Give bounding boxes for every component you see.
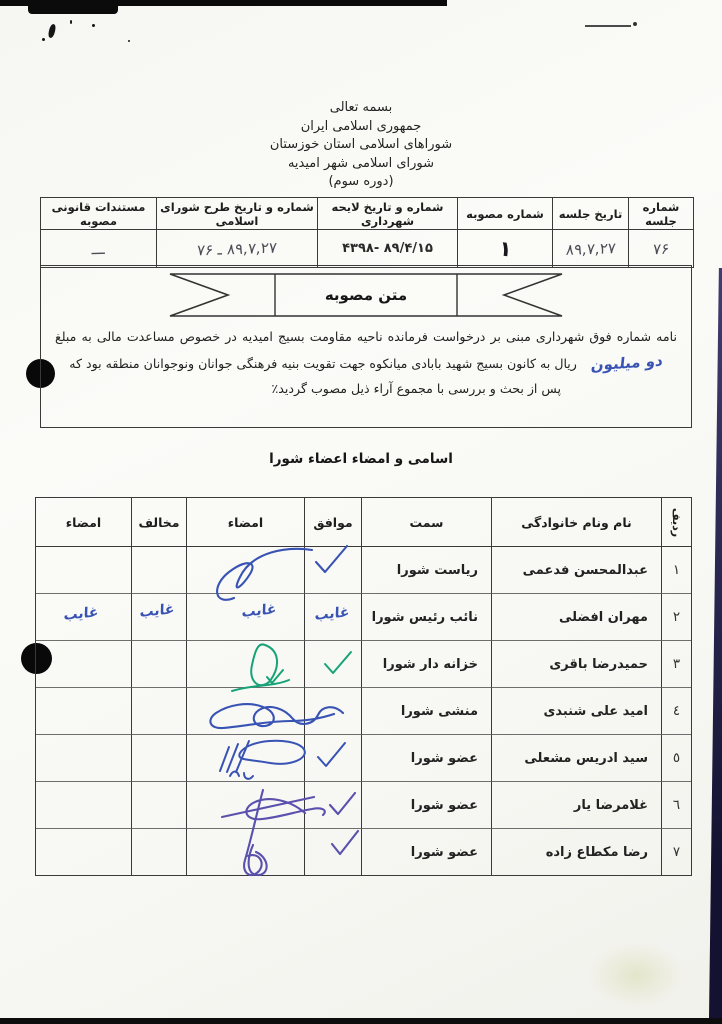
absent-note-signature: غایب xyxy=(241,601,277,621)
resolution-paragraph xyxy=(55,324,677,377)
row-no: ۱ xyxy=(661,546,691,593)
row-no: ٥ xyxy=(661,734,691,781)
resolution-ribbon xyxy=(169,273,563,317)
scan-dash-dot xyxy=(633,22,637,26)
scan-dash-mark xyxy=(585,25,631,27)
resolution-text-after-amount: ریال به کانون بسیج شهید بابادی میانکوه جهت تقویت بنیه فرهنگی جوانان ونوجوانان منطقه بود که xyxy=(69,356,577,371)
col-full-name: نام ونام خانوادگی xyxy=(491,498,661,546)
member-name: حمیدرضا باقری xyxy=(491,640,661,687)
member-name: غلامرضا یار xyxy=(491,781,661,828)
scan-edge-bottom xyxy=(0,1018,722,1024)
col-oppose: مخالف xyxy=(131,498,186,546)
resolution-text-box xyxy=(40,265,692,428)
paper-stain xyxy=(588,942,684,1008)
member-name: امید علی شنبدی xyxy=(491,687,661,734)
scan-edge-right xyxy=(709,268,722,1018)
col-signature-oppose: امضاء xyxy=(65,514,102,530)
city-council-line: شورای اسلامی شهر امیدیه xyxy=(287,155,435,171)
members-heading: اسامی و امضاء اعضاء شورا xyxy=(269,451,453,467)
member-name: مهران افضلی xyxy=(491,593,661,640)
absent-note-signature-2: غایب xyxy=(63,604,99,624)
member-role: عضو شورا xyxy=(361,828,491,875)
row-no: ۷ xyxy=(661,828,691,875)
ink-speck xyxy=(42,38,45,41)
col-agree: موافق xyxy=(304,498,361,546)
bill-no-date-value: ۸۹/۴/۱۵ -۴۳۹۸ xyxy=(342,241,433,256)
meta-col-bill-no-date: شماره و تاریخ لایحه شهرداری xyxy=(317,198,457,229)
member-role: عضو شورا xyxy=(361,781,491,828)
col-position: سمت xyxy=(361,498,491,546)
ink-speck xyxy=(47,23,56,38)
ink-speck xyxy=(92,24,95,27)
row-no: ۳ xyxy=(661,640,691,687)
province-councils-line: شوراهای اسلامی استان خوزستان xyxy=(269,137,453,152)
col-row-no: ردیف xyxy=(670,507,683,537)
republic-line: جمهوری اسلامی ایران xyxy=(300,118,422,134)
member-role: عضو شورا xyxy=(361,734,491,781)
member-name: سید ادریس مشعلی xyxy=(491,734,661,781)
row-no: ٦ xyxy=(661,781,691,828)
row-no: ۲ xyxy=(661,593,691,640)
absent-note-agree: غایب xyxy=(314,604,350,624)
letterhead xyxy=(0,99,722,192)
meta-col-legal-refs: مستندات قانونی مصوبه xyxy=(51,199,146,228)
member-name: رضا مکطاع زاده xyxy=(491,828,661,875)
members-table xyxy=(35,497,692,876)
resolution-text-before-amount: نامه شماره فوق شهرداری مبنی بر درخواست فرمانده ناحیه مقاومت بسیج امیدیه در خصوص مساعدت مالی به مبلغ xyxy=(55,329,677,344)
col-signature-agree: امضاء xyxy=(186,498,304,546)
session-no-value: ۷۶ xyxy=(652,239,670,258)
scan-edge-top-notch xyxy=(28,0,118,14)
member-role: ریاست شورا xyxy=(361,546,491,593)
meta-col-session-no: شماره جلسه xyxy=(628,198,693,229)
amount-handwritten: دو میلیون xyxy=(590,351,664,375)
legal-refs-value: ـــ xyxy=(91,239,106,258)
meta-col-plan-no-date: شماره و تاریخ طرح شورای اسلامی xyxy=(156,198,317,229)
ink-speck xyxy=(70,20,72,24)
member-role: نائب رئیس شورا xyxy=(361,593,491,640)
plan-no-date-value: ۸۹,۷,۲۷ ـ ۷۶ xyxy=(196,238,278,259)
term-line: (دوره سوم) xyxy=(328,174,394,189)
ink-speck xyxy=(128,40,130,42)
row-no: ٤ xyxy=(661,687,691,734)
member-role: منشی شورا xyxy=(361,687,491,734)
besmele-line: بسمه تعالی xyxy=(329,100,393,115)
absent-note-oppose: غایب xyxy=(139,601,175,621)
session-date-value: ۸۹,۷,۲۷ xyxy=(564,238,617,259)
member-name: عبدالمحسن فدعمی xyxy=(491,546,661,593)
resolution-no-value: ۱ xyxy=(497,235,513,262)
meta-table xyxy=(40,197,694,268)
resolution-closing-line: پس از بحث و بررسی با مجموع آراء ذیل مصوب گردید٪ xyxy=(271,381,561,396)
member-role: خزانه دار شورا xyxy=(361,640,491,687)
meta-col-resolution-no: شماره مصوبه xyxy=(457,198,552,229)
meta-col-session-date: تاریخ جلسه xyxy=(552,198,628,229)
ribbon-title: متن مصوبه xyxy=(324,286,408,304)
